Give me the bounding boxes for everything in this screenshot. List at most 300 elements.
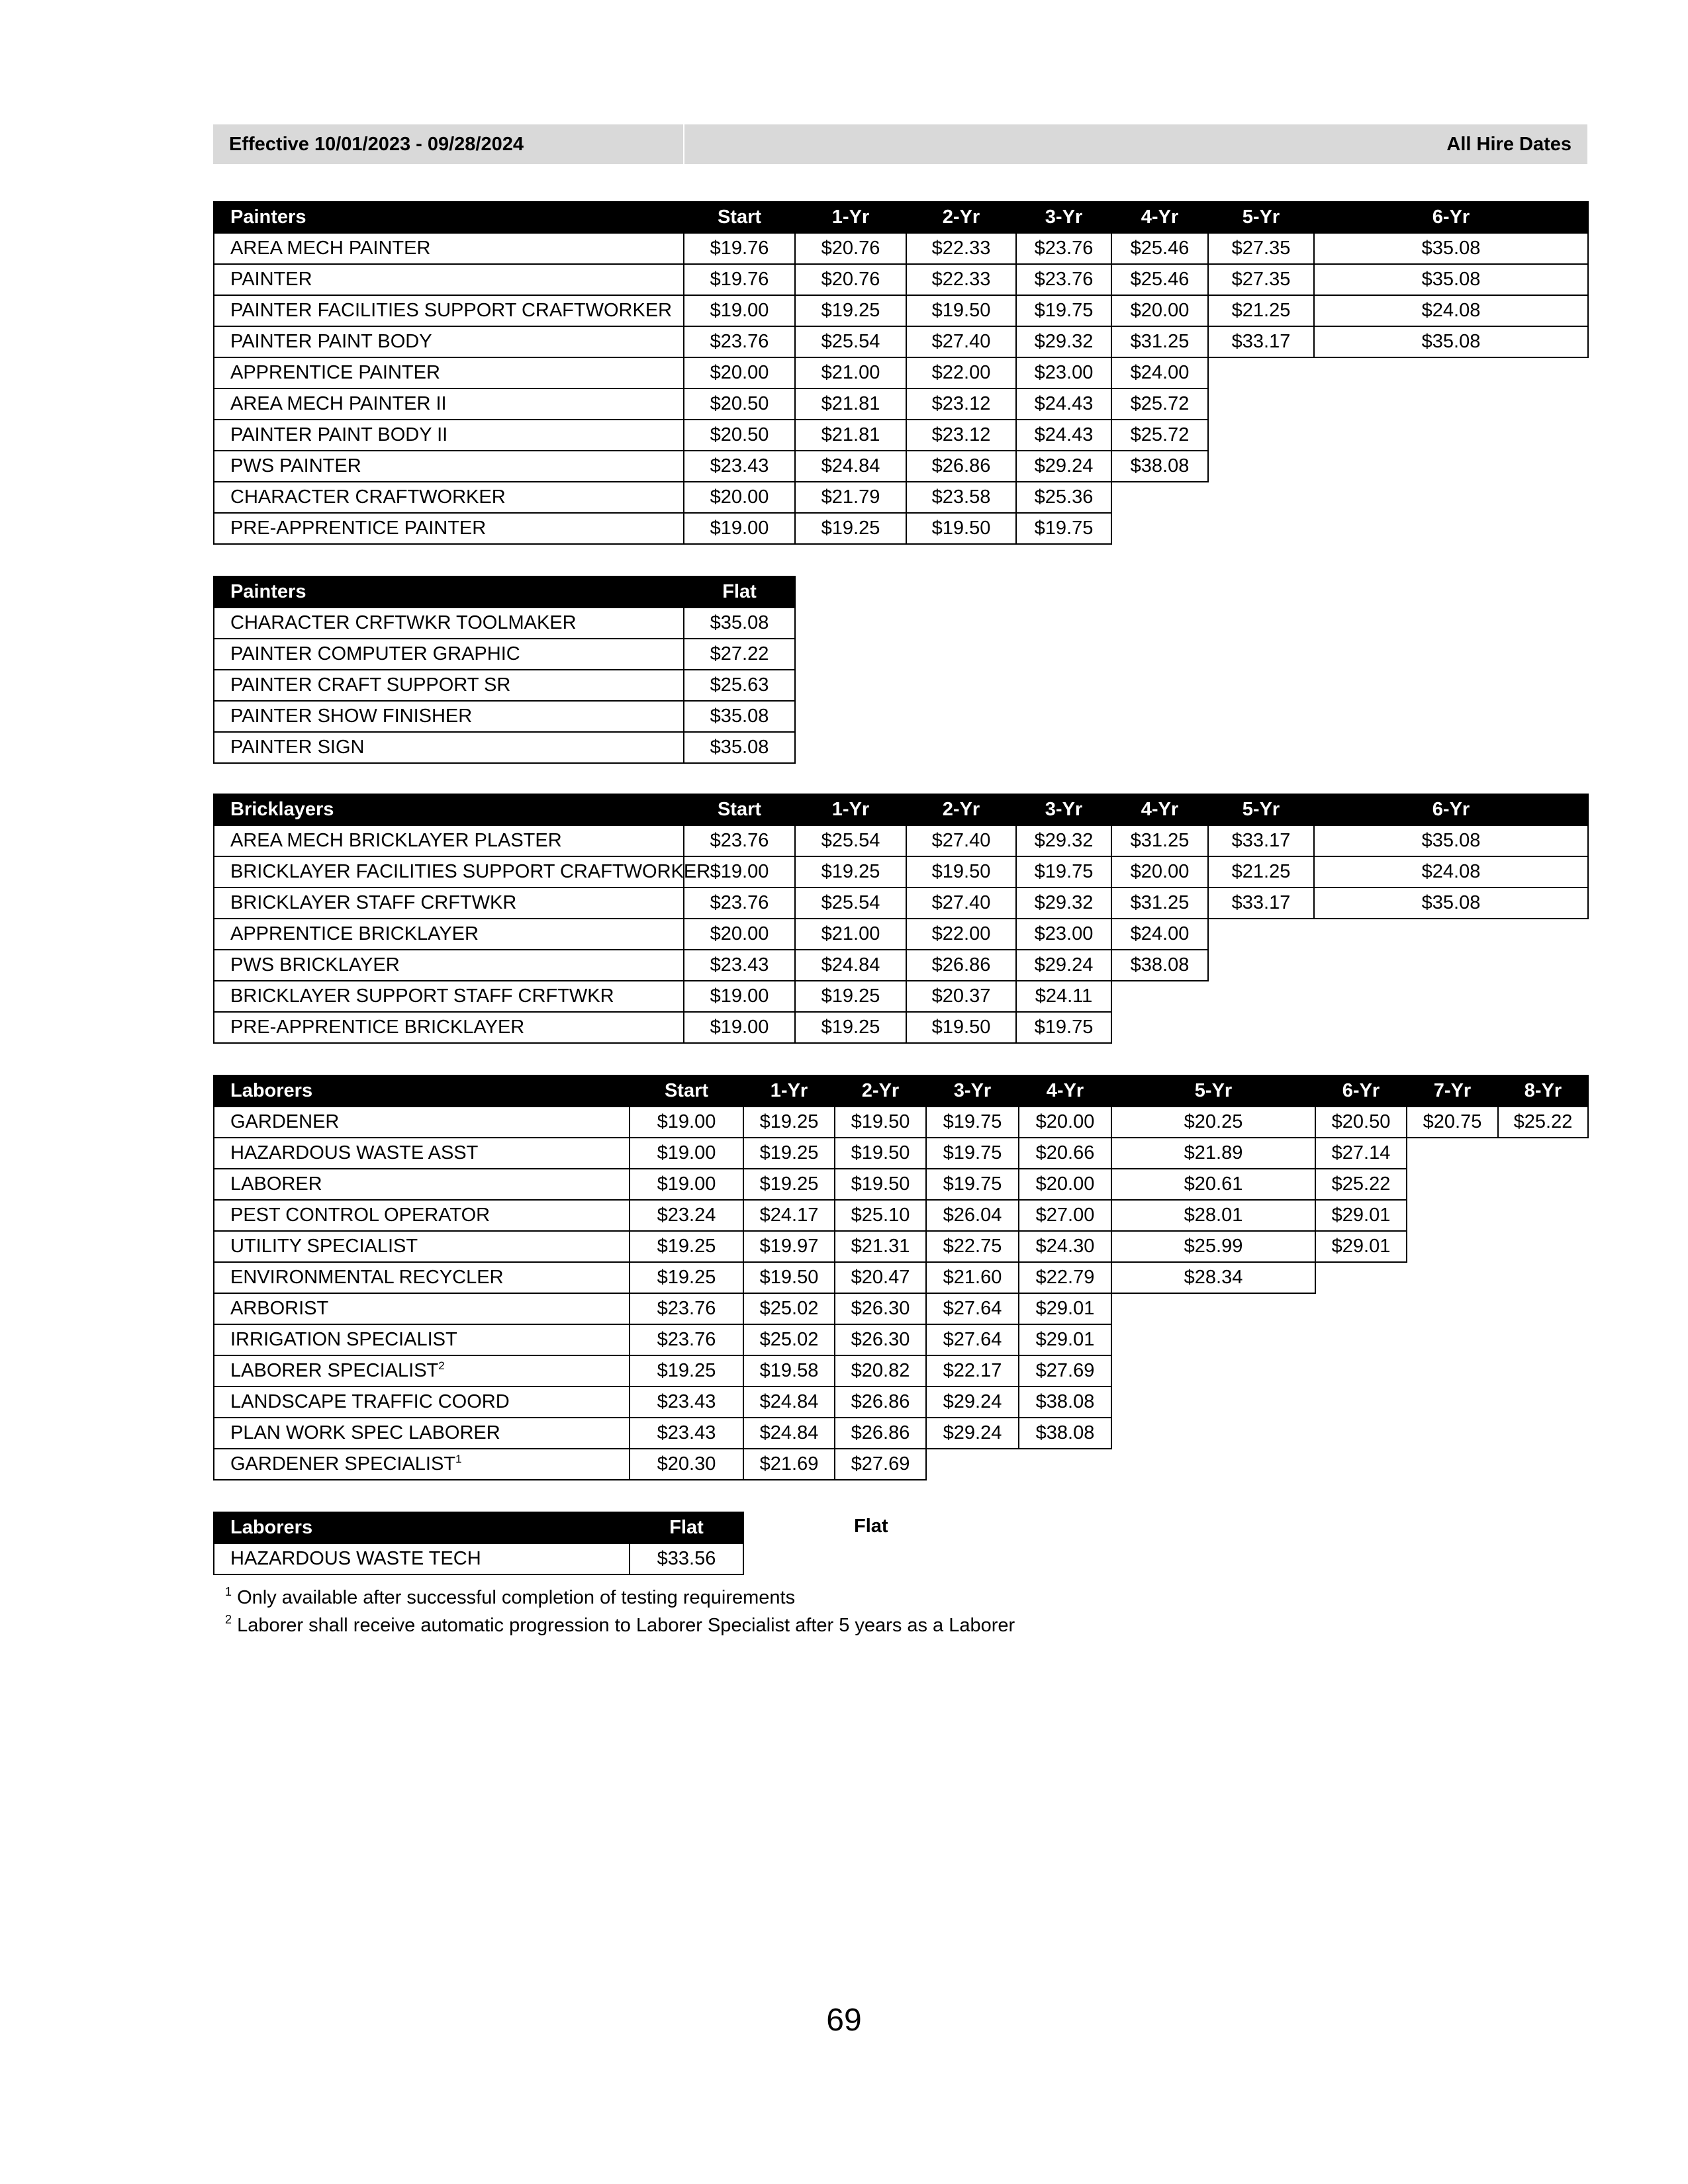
rate-cell: $31.25 (1111, 326, 1208, 357)
rate-cell: $25.72 (1111, 388, 1208, 420)
job-title: PAINTER SIGN (230, 737, 365, 758)
rate-cell: $35.08 (1314, 825, 1588, 856)
empty-cell (1208, 950, 1314, 981)
empty-cell (1208, 420, 1314, 451)
job-title-cell (214, 919, 684, 950)
rate-cell: $19.75 (1016, 295, 1111, 326)
footnote-reference: 2 (438, 1359, 445, 1372)
column-header: Start (684, 202, 795, 233)
table-row (214, 420, 1588, 451)
rate-cell: $20.61 (1111, 1169, 1315, 1200)
column-header: 5-Yr (1208, 202, 1314, 233)
job-title-cell (214, 1138, 630, 1169)
header-row (214, 1512, 743, 1543)
rate-cell: $23.00 (1016, 919, 1111, 950)
rate-cell: $26.86 (906, 451, 1016, 482)
rate-cell: $27.35 (1208, 264, 1314, 295)
rate-cell: $31.25 (1111, 825, 1208, 856)
page-number: 69 (826, 2003, 862, 2038)
painters-flat-table (213, 576, 796, 764)
rate-cell: $21.69 (743, 1449, 835, 1480)
rate-cell: $23.76 (1016, 264, 1111, 295)
job-title-cell (214, 1355, 630, 1387)
rate-cell: $21.25 (1208, 856, 1314, 887)
rate-cell: $27.64 (926, 1324, 1019, 1355)
rate-cell: $19.50 (906, 856, 1016, 887)
empty-cell (1111, 1387, 1315, 1418)
table-row (214, 981, 1588, 1012)
column-header: 3-Yr (926, 1075, 1019, 1107)
empty-cell (1314, 357, 1588, 388)
rate-cell: $19.25 (743, 1107, 835, 1138)
rate-cell: $19.25 (795, 1012, 906, 1043)
table-row (214, 639, 795, 670)
rate-cell: $19.00 (684, 295, 795, 326)
empty-cell (1208, 482, 1314, 513)
rate-cell: $19.25 (795, 295, 906, 326)
rate-cell: $35.08 (1314, 887, 1588, 919)
rate-cell: $19.00 (630, 1138, 743, 1169)
column-header: Flat (630, 1512, 743, 1543)
rate-cell: $33.56 (630, 1543, 743, 1574)
rate-cell: $19.50 (835, 1107, 926, 1138)
table-row (214, 233, 1588, 264)
rate-cell: $27.14 (1315, 1138, 1407, 1169)
rate-cell: $23.43 (630, 1418, 743, 1449)
empty-cell (1111, 513, 1208, 544)
empty-cell (1208, 388, 1314, 420)
column-header: 3-Yr (1016, 202, 1111, 233)
empty-cell (1498, 1418, 1588, 1449)
empty-cell (1208, 451, 1314, 482)
job-title-cell (214, 357, 684, 388)
empty-cell (1498, 1293, 1588, 1324)
empty-cell (1314, 482, 1588, 513)
painters-rate-table (213, 201, 1589, 545)
job-title-cell (214, 1449, 630, 1480)
rate-cell: $21.31 (835, 1231, 926, 1262)
empty-cell (1208, 919, 1314, 950)
header-row (214, 794, 1588, 825)
rate-cell: $20.00 (1111, 856, 1208, 887)
rate-cell: $19.00 (684, 981, 795, 1012)
table-row (214, 451, 1588, 482)
rate-cell: $25.22 (1498, 1107, 1588, 1138)
empty-cell (1111, 1012, 1208, 1043)
rate-cell: $19.75 (926, 1169, 1019, 1200)
empty-cell (1314, 388, 1588, 420)
job-title: AREA MECH PAINTER (230, 238, 431, 259)
rate-cell: $27.40 (906, 326, 1016, 357)
rate-cell: $23.58 (906, 482, 1016, 513)
rate-cell: $19.75 (1016, 513, 1111, 544)
empty-cell (1314, 451, 1588, 482)
rate-cell: $26.86 (906, 950, 1016, 981)
table-row (214, 1449, 1588, 1480)
rate-cell: $35.08 (684, 732, 795, 763)
rate-cell: $35.08 (1314, 233, 1588, 264)
rate-cell: $19.00 (684, 856, 795, 887)
empty-cell (1314, 919, 1588, 950)
column-header: 3-Yr (1016, 794, 1111, 825)
table-row (214, 1169, 1588, 1200)
rate-cell: $38.08 (1019, 1387, 1111, 1418)
rate-cell: $29.24 (926, 1418, 1019, 1449)
empty-cell (1208, 1012, 1314, 1043)
rate-cell: $19.00 (684, 1012, 795, 1043)
job-title: ARBORIST (230, 1298, 329, 1319)
footnote-reference: 1 (455, 1453, 462, 1465)
rate-cell: $25.54 (795, 825, 906, 856)
job-title: BRICKLAYER STAFF CRFTWKR (230, 892, 517, 913)
job-title: PAINTER (230, 269, 312, 290)
job-title-cell (214, 856, 711, 887)
laborers-flat-table (213, 1512, 744, 1575)
empty-cell (1407, 1387, 1498, 1418)
column-header: 1-Yr (743, 1075, 835, 1107)
rate-cell: $21.00 (795, 919, 906, 950)
rate-cell: $24.08 (1314, 295, 1588, 326)
rate-cell: $29.01 (1019, 1293, 1111, 1324)
rate-cell: $28.01 (1111, 1200, 1315, 1231)
job-title-cell (214, 1387, 630, 1418)
rate-cell: $29.32 (1016, 825, 1111, 856)
table-row (214, 482, 1588, 513)
rate-cell: $19.75 (926, 1107, 1019, 1138)
rate-cell: $21.89 (1111, 1138, 1315, 1169)
job-title-cell (214, 295, 684, 326)
rate-cell: $21.81 (795, 420, 906, 451)
job-title-cell (214, 1169, 630, 1200)
job-title-cell (214, 1543, 630, 1574)
rate-cell: $25.22 (1315, 1169, 1407, 1200)
table-row (214, 825, 1588, 856)
table-row (214, 388, 1588, 420)
table-row (214, 1543, 743, 1574)
header-row (214, 202, 1588, 233)
rate-cell: $27.69 (835, 1449, 926, 1480)
empty-cell (1314, 950, 1588, 981)
footnote-mark: 2 (225, 1613, 232, 1626)
empty-cell (1111, 981, 1208, 1012)
rate-cell: $25.46 (1111, 233, 1208, 264)
rate-cell: $20.50 (684, 388, 795, 420)
rate-cell: $19.00 (630, 1169, 743, 1200)
rate-cell: $33.17 (1208, 825, 1314, 856)
job-title-cell (214, 1293, 630, 1324)
empty-cell (1498, 1262, 1588, 1293)
rate-cell: $19.75 (1016, 856, 1111, 887)
flat-label: Flat (854, 1516, 888, 1537)
column-header-category: Painters (214, 576, 684, 608)
rate-cell: $38.08 (1019, 1418, 1111, 1449)
table-row (214, 1293, 1588, 1324)
rate-cell: $25.54 (795, 326, 906, 357)
job-title: CHARACTER CRFTWKR TOOLMAKER (230, 612, 577, 633)
column-header: 6-Yr (1314, 794, 1588, 825)
rate-cell: $22.00 (906, 357, 1016, 388)
rate-cell: $35.08 (684, 701, 795, 732)
empty-cell (1208, 513, 1314, 544)
table-row (214, 1138, 1588, 1169)
rate-cell: $20.66 (1019, 1138, 1111, 1169)
rate-cell: $25.72 (1111, 420, 1208, 451)
rate-cell: $29.01 (1019, 1324, 1111, 1355)
job-title: PRE-APPRENTICE BRICKLAYER (230, 1017, 525, 1038)
rate-cell: $29.01 (1315, 1200, 1407, 1231)
empty-cell (1315, 1355, 1407, 1387)
rate-cell: $26.30 (835, 1324, 926, 1355)
job-title: IRRIGATION SPECIALIST (230, 1329, 457, 1350)
job-title: PWS PAINTER (230, 455, 361, 477)
job-title: PEST CONTROL OPERATOR (230, 1205, 491, 1226)
empty-cell (1111, 1449, 1315, 1480)
rate-cell: $27.00 (1019, 1200, 1111, 1231)
rate-cell: $23.76 (684, 887, 795, 919)
table-row (214, 326, 1588, 357)
column-header-category: Bricklayers (214, 794, 684, 825)
job-title-cell (214, 732, 684, 763)
rate-cell: $19.25 (795, 981, 906, 1012)
job-title: LANDSCAPE TRAFFIC COORD (230, 1391, 510, 1412)
job-title: PAINTER CRAFT SUPPORT SR (230, 674, 511, 696)
empty-cell (1019, 1449, 1111, 1480)
empty-cell (1498, 1200, 1588, 1231)
empty-cell (1315, 1262, 1407, 1293)
rate-cell: $38.08 (1111, 950, 1208, 981)
rate-cell: $27.35 (1208, 233, 1314, 264)
job-title-cell (214, 388, 684, 420)
rate-cell: $19.25 (795, 513, 906, 544)
rate-cell: $21.25 (1208, 295, 1314, 326)
job-title: PAINTER FACILITIES SUPPORT CRAFTWORKER (230, 300, 673, 321)
table-row (214, 1324, 1588, 1355)
empty-cell (1498, 1449, 1588, 1480)
rate-cell: $22.79 (1019, 1262, 1111, 1293)
rate-cell: $21.00 (795, 357, 906, 388)
rate-cell: $20.00 (1019, 1107, 1111, 1138)
empty-cell (1407, 1324, 1498, 1355)
column-header: 4-Yr (1111, 794, 1208, 825)
empty-cell (1111, 1418, 1315, 1449)
rate-cell: $25.02 (743, 1324, 835, 1355)
rate-cell: $26.86 (835, 1387, 926, 1418)
job-title-cell (214, 420, 684, 451)
empty-cell (1407, 1231, 1498, 1262)
rate-cell: $26.86 (835, 1418, 926, 1449)
table-row (214, 357, 1588, 388)
rate-cell: $19.50 (906, 513, 1016, 544)
rate-cell: $21.81 (795, 388, 906, 420)
empty-cell (1407, 1449, 1498, 1480)
rate-cell: $24.11 (1016, 981, 1111, 1012)
job-title-cell (214, 1231, 630, 1262)
empty-cell (1498, 1355, 1588, 1387)
rate-cell: $23.76 (684, 326, 795, 357)
rate-cell: $25.54 (795, 887, 906, 919)
effective-header-band (213, 124, 1587, 164)
table-row (214, 1262, 1588, 1293)
empty-cell (1407, 1293, 1498, 1324)
rate-cell: $23.12 (906, 420, 1016, 451)
rate-cell: $20.76 (795, 264, 906, 295)
rate-cell: $23.00 (1016, 357, 1111, 388)
rate-cell: $20.50 (1315, 1107, 1407, 1138)
rate-cell: $19.76 (684, 264, 795, 295)
job-title: GARDENER (230, 1111, 340, 1132)
job-title-cell (214, 670, 684, 701)
rate-cell: $23.24 (630, 1200, 743, 1231)
header-divider (683, 124, 684, 164)
rate-cell: $19.00 (630, 1107, 743, 1138)
rate-cell: $35.08 (684, 608, 795, 639)
job-title: PAINTER SHOW FINISHER (230, 705, 473, 727)
job-title-cell (214, 513, 684, 544)
job-title: LABORER (230, 1173, 322, 1195)
rate-cell: $24.08 (1314, 856, 1588, 887)
rate-cell: $35.08 (1314, 326, 1588, 357)
empty-cell (1208, 357, 1314, 388)
column-header: 1-Yr (795, 794, 906, 825)
empty-cell (1407, 1355, 1498, 1387)
bricklayers-rate-table (213, 794, 1589, 1044)
table-row (214, 701, 795, 732)
job-title: BRICKLAYER SUPPORT STAFF CRFTWKR (230, 985, 614, 1007)
empty-cell (1111, 1355, 1315, 1387)
column-header: 8-Yr (1498, 1075, 1588, 1107)
rate-cell: $20.00 (684, 357, 795, 388)
laborers-rate-table (213, 1075, 1589, 1480)
rate-cell: $20.00 (684, 919, 795, 950)
rate-cell: $22.33 (906, 233, 1016, 264)
rate-cell: $23.76 (630, 1324, 743, 1355)
empty-cell (1498, 1169, 1588, 1200)
column-header: 4-Yr (1019, 1075, 1111, 1107)
rate-cell: $24.00 (1111, 357, 1208, 388)
job-title: ENVIRONMENTAL RECYCLER (230, 1267, 504, 1288)
table-row (214, 856, 1588, 887)
rate-cell: $20.82 (835, 1355, 926, 1387)
rate-cell: $24.43 (1016, 388, 1111, 420)
rate-cell: $29.01 (1315, 1231, 1407, 1262)
job-title: LABORER SPECIALIST (230, 1360, 439, 1381)
job-title-cell (214, 1418, 630, 1449)
empty-cell (1498, 1138, 1588, 1169)
rate-cell: $19.75 (1016, 1012, 1111, 1043)
rate-cell: $22.75 (926, 1231, 1019, 1262)
rate-cell: $20.25 (1111, 1107, 1315, 1138)
rate-cell: $20.00 (1019, 1169, 1111, 1200)
job-title: PAINTER PAINT BODY (230, 331, 432, 352)
empty-cell (1111, 482, 1208, 513)
rate-cell: $24.17 (743, 1200, 835, 1231)
rate-cell: $23.43 (630, 1387, 743, 1418)
rate-cell: $22.33 (906, 264, 1016, 295)
rate-cell: $19.25 (630, 1231, 743, 1262)
rate-cell: $19.50 (743, 1262, 835, 1293)
column-header: 6-Yr (1314, 202, 1588, 233)
rate-cell: $20.76 (795, 233, 906, 264)
rate-cell: $28.34 (1111, 1262, 1315, 1293)
column-header: 4-Yr (1111, 202, 1208, 233)
job-title-cell (214, 264, 684, 295)
job-title-cell (214, 1012, 684, 1043)
rate-cell: $19.25 (795, 856, 906, 887)
job-title-cell (214, 608, 684, 639)
rate-cell: $19.00 (684, 513, 795, 544)
job-title-cell (214, 451, 684, 482)
job-title-cell (214, 482, 684, 513)
rate-cell: $23.76 (684, 825, 795, 856)
empty-cell (1208, 981, 1314, 1012)
empty-cell (1315, 1387, 1407, 1418)
job-title-cell (214, 950, 684, 981)
job-title: APPRENTICE BRICKLAYER (230, 923, 479, 944)
column-header: 2-Yr (906, 794, 1016, 825)
job-title-cell (214, 887, 684, 919)
table-row (214, 887, 1588, 919)
rate-cell: $19.50 (906, 295, 1016, 326)
column-header: 7-Yr (1407, 1075, 1498, 1107)
job-title-cell (214, 1262, 630, 1293)
hire-dates-label: All Hire Dates (1446, 133, 1571, 155)
rate-cell: $20.50 (684, 420, 795, 451)
rate-cell: $19.75 (926, 1138, 1019, 1169)
rate-cell: $31.25 (1111, 887, 1208, 919)
rate-cell: $21.79 (795, 482, 906, 513)
job-title: CHARACTER CRAFTWORKER (230, 486, 506, 508)
rate-cell: $24.30 (1019, 1231, 1111, 1262)
rate-cell: $22.17 (926, 1355, 1019, 1387)
rate-cell: $19.50 (835, 1169, 926, 1200)
column-header: 5-Yr (1111, 1075, 1315, 1107)
effective-dates: Effective 10/01/2023 - 09/28/2024 (229, 133, 524, 155)
column-header-category: Laborers (214, 1075, 630, 1107)
table-row (214, 950, 1588, 981)
table-row (214, 1200, 1588, 1231)
job-title: PRE-APPRENTICE PAINTER (230, 518, 487, 539)
rate-cell: $24.84 (743, 1387, 835, 1418)
rate-cell: $25.10 (835, 1200, 926, 1231)
column-header-category: Laborers (214, 1512, 630, 1543)
rate-cell: $20.00 (1111, 295, 1208, 326)
rate-cell: $23.43 (684, 451, 795, 482)
rate-cell: $20.00 (684, 482, 795, 513)
rate-cell: $19.97 (743, 1231, 835, 1262)
table-row (214, 1107, 1588, 1138)
table-row (214, 608, 795, 639)
job-title: PAINTER COMPUTER GRAPHIC (230, 643, 520, 664)
rate-cell: $19.25 (743, 1169, 835, 1200)
rate-cell: $19.25 (743, 1138, 835, 1169)
empty-cell (1407, 1200, 1498, 1231)
job-title-cell (214, 326, 684, 357)
rate-cell: $19.25 (630, 1262, 743, 1293)
job-title: PLAN WORK SPEC LABORER (230, 1422, 500, 1443)
column-header: 2-Yr (835, 1075, 926, 1107)
rate-cell: $25.99 (1111, 1231, 1315, 1262)
job-title-cell (214, 981, 684, 1012)
rate-cell: $24.43 (1016, 420, 1111, 451)
empty-cell (1407, 1262, 1498, 1293)
rate-cell: $23.76 (630, 1293, 743, 1324)
rate-cell: $19.58 (743, 1355, 835, 1387)
job-title: PAINTER PAINT BODY II (230, 424, 448, 445)
rate-cell: $29.24 (1016, 950, 1111, 981)
empty-cell (1407, 1138, 1498, 1169)
rate-cell: $20.37 (906, 981, 1016, 1012)
footnote-mark: 1 (225, 1585, 232, 1598)
